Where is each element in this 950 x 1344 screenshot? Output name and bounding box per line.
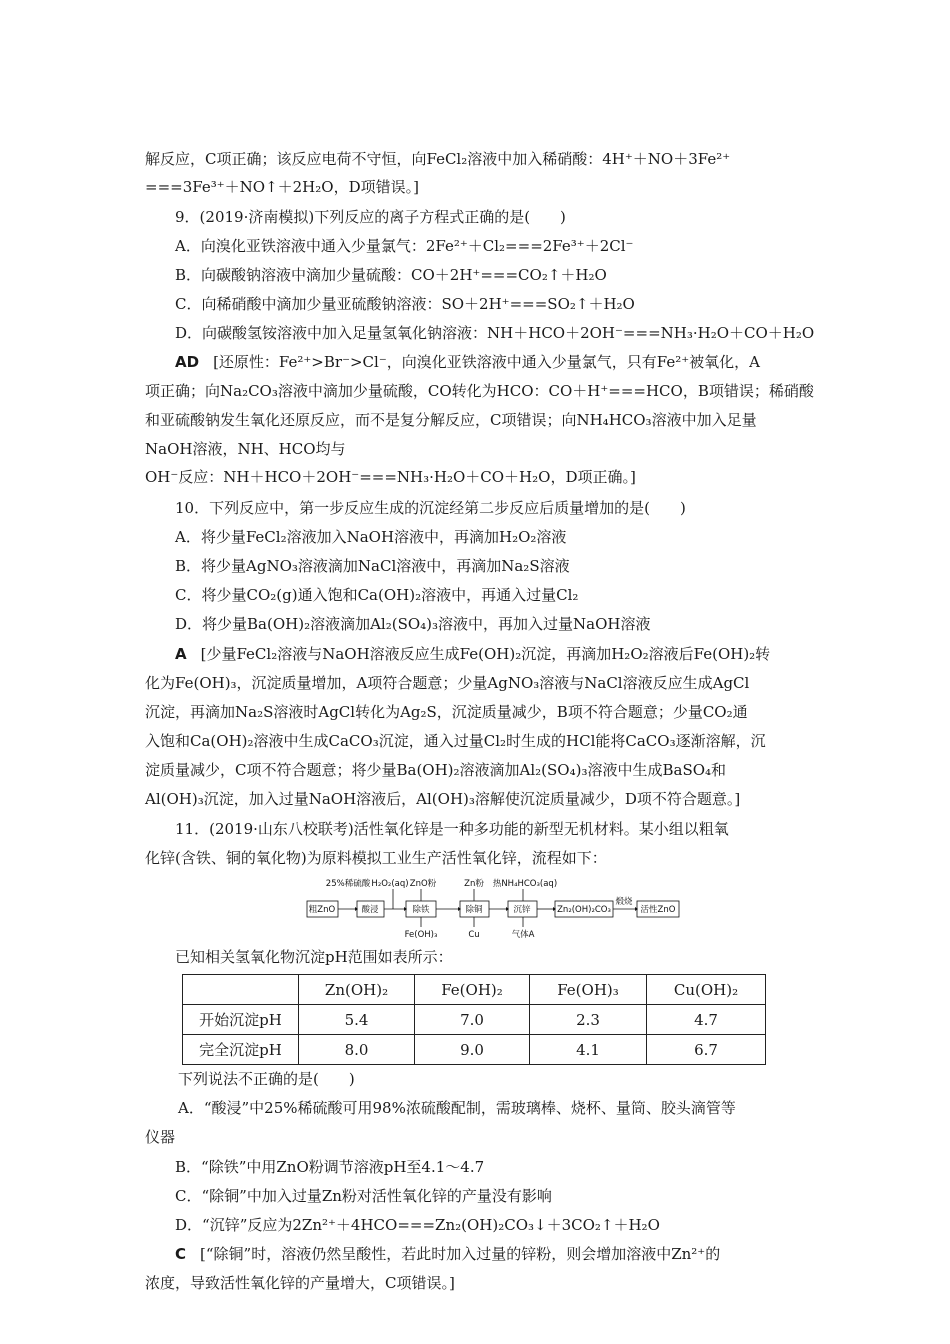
flow-top-label: Zn粉: [464, 879, 484, 889]
table-header-row: [183, 975, 766, 1005]
option-9b: B．向碳酸钠溶液中滴加少量硫酸：CO＋2H⁺===CO₂↑＋H₂O: [175, 266, 607, 284]
answer-11-line: [175, 1243, 720, 1265]
answer-text: 淀质量减少，C项不符合题意；将少量Ba(OH)₂溶液滴加Al₂(SO₄)₃溶液中生成BaSO₄和: [145, 761, 727, 779]
answer-text: 化为Fe(OH)₃，沉淀质量增加，A项符合题意；少量AgNO₃溶液与NaCl溶液反应生成AgCl: [145, 674, 750, 692]
option-10d: D．将少量Ba(OH)₂溶液滴加Al₂(SO₄)₃溶液中，再加入过量NaOH溶液: [175, 615, 651, 633]
text-line: ===3Fe³⁺＋NO↑＋2H₂O，D项错误。]: [145, 178, 419, 196]
answer-10-label: A: [175, 645, 187, 663]
answer-text: [少量FeCl₂溶液与NaOH溶液反应生成Fe(OH)₂沉淀，再滴加H₂O₂溶液后Fe(OH)₂转: [200, 645, 771, 663]
answer-10-line: [175, 643, 770, 665]
flow-top-label: 25%稀硫酸: [325, 879, 371, 889]
question-11: 11．(2019·山东八校联考)活性氧化锌是一种多功能的新型无机材料。某小组以粗氧: [175, 820, 729, 838]
precipitation-ph-table: [182, 974, 766, 1065]
table-row: [183, 1035, 766, 1065]
flow-bottom-label: 气体A: [511, 930, 535, 940]
table-header: [183, 975, 299, 1005]
table-cell: 7.0: [415, 1005, 530, 1035]
answer-text: NaOH溶液，NH、HCO均与: [145, 440, 346, 458]
answer-text: 沉淀，再滴加Na₂S溶液时AgCl转化为Ag₂S，沉淀质量减少，B项不符合题意；少量CO₂通: [145, 703, 748, 721]
option-10b: B．将少量AgNO₃溶液滴加NaCl溶液中，再滴加Na₂S溶液: [175, 557, 570, 575]
answer-11-label: C: [175, 1245, 187, 1263]
answer-text: 浓度，导致活性氧化锌的产量增大，C项错误。]: [145, 1274, 455, 1292]
option-9a: A．向溴化亚铁溶液中通入少量氯气：2Fe²⁺＋Cl₂===2Fe³⁺＋2Cl⁻: [175, 237, 634, 255]
table-cell: 8.0: [299, 1035, 415, 1065]
option-9c: C．向稀硝酸中滴加少量亚硫酸钠溶液：SO＋2H⁺===SO₂↑＋H₂O: [175, 295, 635, 313]
flow-box-label: 除铜: [465, 905, 483, 915]
option-10c: C．将少量CO₂(g)通入饱和Ca(OH)₂溶液中，再通入过量Cl₂: [175, 586, 579, 604]
flow-box-label: 粗ZnO: [308, 905, 336, 915]
flow-box-label: 除铁: [412, 905, 430, 915]
question-10: 10．下列反应中，第一步反应生成的沉淀经第二步反应后质量增加的是( ): [175, 499, 686, 517]
table-row: [183, 1005, 766, 1035]
table-cell: 9.0: [415, 1035, 530, 1065]
table-intro: 已知相关氢氧化物沉淀pH范围如表所示：: [175, 948, 453, 966]
question-9: 9．(2019·济南模拟)下列反应的离子方程式正确的是( ): [175, 208, 566, 226]
process-flow-diagram: [305, 877, 683, 943]
flow-top-label: ZnO粉: [409, 879, 437, 889]
text-line: 解反应，C项正确；该反应电荷不守恒，向FeCl₂溶液中加入稀硝酸：4H⁺＋NO＋3Fe²⁺: [145, 150, 731, 168]
answer-text: OH⁻反应：NH＋HCO＋2OH⁻===NH₃·H₂O＋CO＋H₂O，D项正确。]: [145, 468, 636, 486]
option-9d: D．向碳酸氢铵溶液中加入足量氢氧化钠溶液：NH＋HCO＋2OH⁻===NH₃·H₂O＋CO＋H₂O: [175, 324, 815, 342]
table-cell: 4.7: [647, 1005, 766, 1035]
flow-top-label: 煅烧: [615, 897, 633, 907]
option-11b: B．“除铁”中用ZnO粉调节溶液pH至4.1～4.7: [175, 1158, 485, 1176]
flow-box-label: 活性ZnO: [640, 905, 676, 915]
table-cell: 4.1: [530, 1035, 647, 1065]
table-cell: 完全沉淀pH: [183, 1035, 299, 1065]
flow-box-label: Zn₂(OH)₂CO₃: [557, 905, 611, 915]
answer-text: 和亚硫酸钠发生氧化还原反应，而不是复分解反应，C项错误；向NH₄HCO₃溶液中加入足量: [145, 411, 757, 429]
answer-text: [“除铜”时，溶液仍然呈酸性，若此时加入过量的锌粉，则会增加溶液中Zn²⁺的: [200, 1245, 721, 1263]
answer-text: Al(OH)₃沉淀，加入过量NaOH溶液后，Al(OH)₃溶解使沉淀质量减少，D项不符合题意。]: [145, 790, 741, 808]
flow-bottom-label: Cu: [468, 930, 480, 940]
table-cell: 5.4: [299, 1005, 415, 1035]
option-11a-cont: 仪器: [145, 1128, 176, 1146]
option-11c: C．“除铜”中加入过量Zn粉对活性氧化锌的产量没有影响: [175, 1187, 552, 1205]
option-11d: D．“沉锌”反应为2Zn²⁺＋4HCO===Zn₂(OH)₂CO₃↓＋3CO₂↑＋H₂O: [175, 1216, 660, 1234]
flow-box-label: 沉锌: [513, 905, 531, 915]
flow-box-label: 酸浸: [361, 905, 379, 915]
flow-bottom-label: Fe(OH)₃: [404, 930, 438, 940]
question-11-cont: 化锌(含铁、铜的氧化物)为原料模拟工业生产活性氧化锌，流程如下：: [145, 849, 607, 867]
table-cell: 开始沉淀pH: [183, 1005, 299, 1035]
table-cell: 2.3: [530, 1005, 647, 1035]
question-11-ask: 下列说法不正确的是( ): [178, 1070, 355, 1088]
flow-top-label: H₂O₂(aq): [371, 879, 409, 889]
table-header: Fe(OH)₂: [415, 975, 530, 1005]
answer-9-label: AD: [175, 353, 200, 371]
table-header: Cu(OH)₂: [647, 975, 766, 1005]
table-header: Fe(OH)₃: [530, 975, 647, 1005]
table-cell: 6.7: [647, 1035, 766, 1065]
answer-text: 项正确；向Na₂CO₃溶液中滴加少量硫酸，CO转化为HCO：CO＋H⁺===HCO，B项错误；稀硝酸: [145, 382, 814, 400]
option-10a: A．将少量FeCl₂溶液加入NaOH溶液中，再滴加H₂O₂溶液: [175, 528, 567, 546]
table-header: Zn(OH)₂: [299, 975, 415, 1005]
option-11a: A．“酸浸”中25%稀硫酸可用98%浓硫酸配制，需玻璃棒、烧杯、量筒、胶头滴管等: [178, 1099, 736, 1117]
answer-text: [还原性：Fe²⁺>Br⁻>Cl⁻，向溴化亚铁溶液中通入少量氯气，只有Fe²⁺被氧化，A: [213, 353, 760, 371]
answer-text: 入饱和Ca(OH)₂溶液中生成CaCO₃沉淀，通入过量Cl₂时生成的HCl能将CaCO₃逐渐溶解，沉: [145, 732, 766, 750]
flow-top-label: 热NH₄HCO₃(aq): [492, 879, 558, 889]
answer-9-line: [175, 351, 760, 373]
